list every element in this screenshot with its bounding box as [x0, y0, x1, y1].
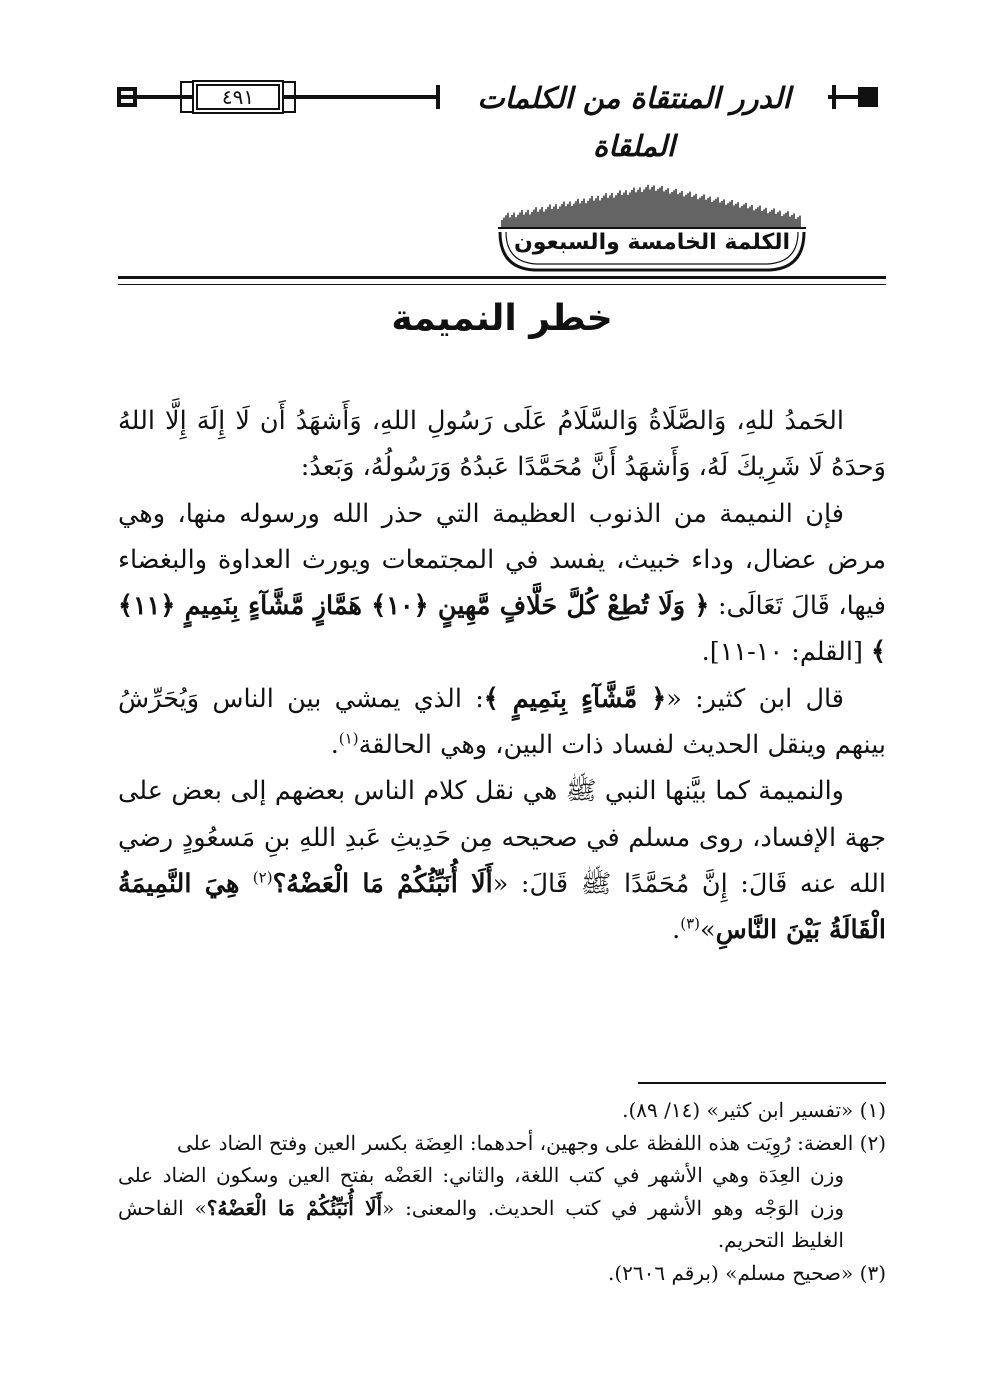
paragraph-opening: الحَمدُ للهِ، وَالصَّلَاةُ وَالسَّلَامُ عَلَى رَسُولِ اللهِ، وَأَشهَدُ أَن لَا إِلَهَ إِلَّا اللهُ وَحدَهُ لَا شَرِيكَ لَهُ، وَأَشهَدُ أَنَّ مُحَمَّدًا عَبدُهُ وَرَسُولُهُ، وَبَعدُ: [118, 406, 886, 483]
footnote-2-continued [118, 1159, 886, 1257]
footnote-3: (٣) «صحيح مسلم» (برقم ٢٦٠٦). [607, 1260, 886, 1285]
footnote-separator [638, 1082, 886, 1084]
main-text [118, 398, 886, 954]
running-book-title: الدرر المنتقاة من الكلمات الملقاة [440, 74, 828, 122]
page-badge-ornament [284, 81, 296, 113]
paragraph-text: والنميمة كما بيَّنها النبي ﷺ هي نقل كلام الناس بعضهم إلى بعض على جهة الإفساد، روى مسلم في صحيحه مِن حَدِيثِ عَبدِ اللهِ بنِ مَسعُودٍ رضي الله عنه قَالَ: إِنَّ مُحَمَّدًا ﷺ قَالَ: « [118, 776, 887, 899]
paragraph-text: قال ابن كثير: « [666, 683, 844, 714]
chapter-cartouche [494, 178, 810, 286]
paragraph-text: » [700, 915, 716, 946]
chapter-label: الكلمة الخامسة والسبعون [513, 230, 791, 255]
section-rule-thin [118, 284, 886, 285]
section-rule [118, 276, 886, 279]
page-title: خطر النميمة [391, 298, 613, 339]
paragraph-text: . [672, 915, 681, 946]
footnotes [118, 1094, 886, 1290]
page-number: ٤٩١ [196, 84, 280, 110]
paragraph-ibn-kathir [118, 676, 886, 769]
footnote-marker[interactable]: (٣) [680, 914, 701, 933]
hadith-text: هِيَ النَّمِيمَةُ الْقَالَةُ بَيْنَ النَّاسِ [118, 868, 886, 946]
verse-reference: [القلم: ١٠-١١]. [701, 637, 872, 668]
footnote-hadith: أَلَا أُنَبِّئُكُمْ مَا الْعَضْهُ؟ [206, 1195, 383, 1220]
footnote-marker[interactable]: (١) [338, 729, 359, 748]
header-ornament-right [858, 87, 878, 107]
quran-verse: ﴿ وَلَا تُطِعْ كُلَّ حَلَّافٍ مَّهِينٍ ﴿١٠﴾ هَمَّازٍ مَّشَّآءٍ بِنَمِيمٍ ﴿١١﴾ ﴾ [118, 591, 886, 668]
page-badge-ornament [180, 81, 192, 113]
footnote-2: (٢) العضة: رُوِيَت هذه اللفظة على وجهين، أحدهما: العِضَة بكسر العين وفتح الضاد على [176, 1130, 886, 1155]
paragraph-text: : الذي يمشي بين الناس وَيُحَرِّشُ بينهم وينقل الحديث لفساد ذات البين، وهي الحالقة [118, 683, 886, 761]
paragraph-hadith [118, 768, 886, 953]
footnote-1: (١) «تفسير ابن كثير» (١٤/ ٨٩). [622, 1098, 886, 1122]
header-divider [832, 85, 836, 109]
hadith-text: أَلَا أُنَبِّئُكُمْ مَا الْعَضْهُ؟ [272, 868, 493, 899]
paragraph-text: . [330, 730, 339, 761]
quran-quote: ﴿ مَّشَّآءٍ بِنَمِيمٍ ﴾ [483, 683, 667, 714]
footnote-text: وزن العِدَة وهي الأشهر في كتب اللغة، والثاني: العَضْه بفتح العين وسكون الضاد على وزن الوَجْه وهو الأشهر في كتب الحديث. والمعنى: « [118, 1163, 844, 1220]
footnote-marker[interactable]: (٢) [252, 868, 273, 887]
paragraph-text: فإن النميمة من الذنوب العظيمة التي حذر الله ورسوله منها، وهي مرض عضال، وداء خبيث، يفسد في المجتمعات ويورث العداوة والبغضاء فيها، قَالَ تَعَالَى: [118, 498, 886, 622]
paragraph-definition [118, 491, 886, 676]
footnote-text: » الفاحش الغليظ التحريم. [118, 1195, 844, 1253]
